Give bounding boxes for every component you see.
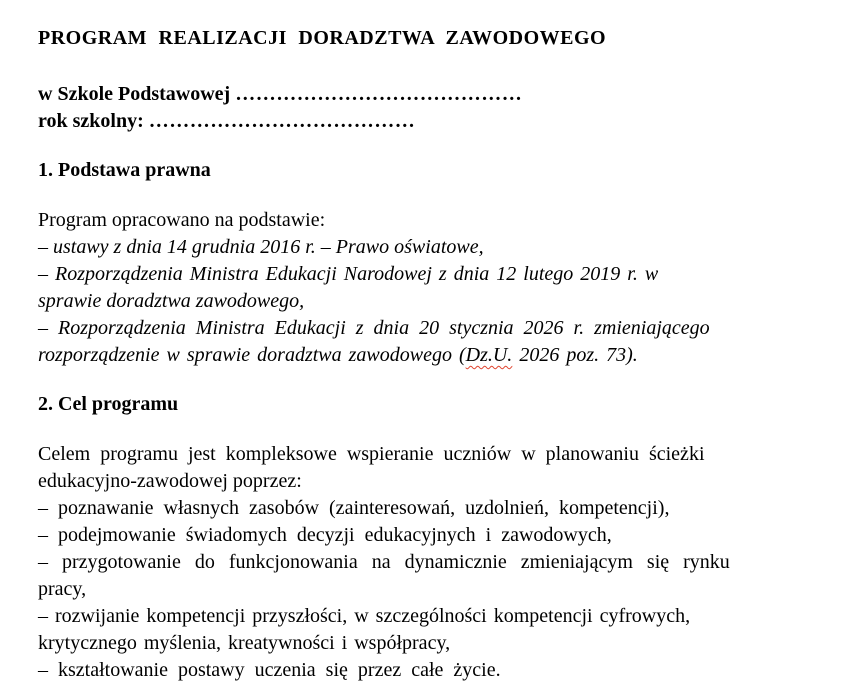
section2-heading: 2. Cel programu <box>38 393 179 415</box>
legal-basis-item: – Rozporządzenia Ministra Edukacji z dnia 20 stycznia 2026 r. zmieniającego <box>38 317 710 339</box>
legal-basis-item <box>38 342 840 369</box>
section2-paragraph <box>38 441 840 684</box>
school-year-dotted-blank: ………………………………… <box>148 110 416 132</box>
program-goal-line: Celem programu jest kompleksowe wspieranie uczniów w planowaniu ścieżki <box>38 443 705 465</box>
legal-basis-item: – Rozporządzenia Ministra Edukacji Narodowej z dnia 12 lutego 2019 r. w <box>38 263 659 285</box>
section1-intro: Program opracowano na podstawie: <box>38 209 326 231</box>
school-year-fill-line <box>38 108 840 135</box>
program-goal-item: – poznawanie własnych zasobów (zainteresowań, uzdolnień, kompetencji), <box>38 497 670 519</box>
school-year-label: rok szkolny: <box>38 110 149 132</box>
school-label: w Szkole Podstawowej <box>38 83 236 105</box>
program-goal-line: pracy, <box>38 578 87 600</box>
program-goal-item: – kształtowanie postawy uczenia się przez całe życie. <box>38 659 501 681</box>
legal-basis-item: sprawie doradztwa zawodowego, <box>38 290 305 312</box>
legal-basis-item: – ustawy z dnia 14 grudnia 2016 r. – Prawo oświatowe, <box>38 236 484 258</box>
program-goal-item: – podejmowanie świadomych decyzji edukacyjnych i zawodowych, <box>38 524 612 546</box>
legal-basis-text-before: rozporządzenie w sprawie doradztwa zawodowego ( <box>38 344 466 366</box>
school-fill-line <box>38 81 840 108</box>
spellcheck-flagged-text: Dz.U. <box>465 344 513 366</box>
program-goal-item: – przygotowanie do funkcjonowania na dynamicznie zmieniającym się rynku <box>38 551 730 573</box>
program-goal-line: edukacyjno-zawodowej poprzez: <box>38 470 302 492</box>
legal-basis-text-after: 2026 poz. 73). <box>512 344 638 366</box>
document-title: PROGRAM REALIZACJI DORADZTWA ZAWODOWEGO <box>38 27 607 49</box>
fill-in-block <box>38 81 840 135</box>
section1-heading: 1. Podstawa prawna <box>38 159 211 181</box>
school-dotted-blank: …………………………………… <box>235 83 523 105</box>
section1-paragraph <box>38 207 840 369</box>
program-goal-line: krytycznego myślenia, kreatywności i współpracy, <box>38 632 451 654</box>
program-goal-item: – rozwijanie kompetencji przyszłości, w szczególności kompetencji cyfrowych, <box>38 605 691 627</box>
